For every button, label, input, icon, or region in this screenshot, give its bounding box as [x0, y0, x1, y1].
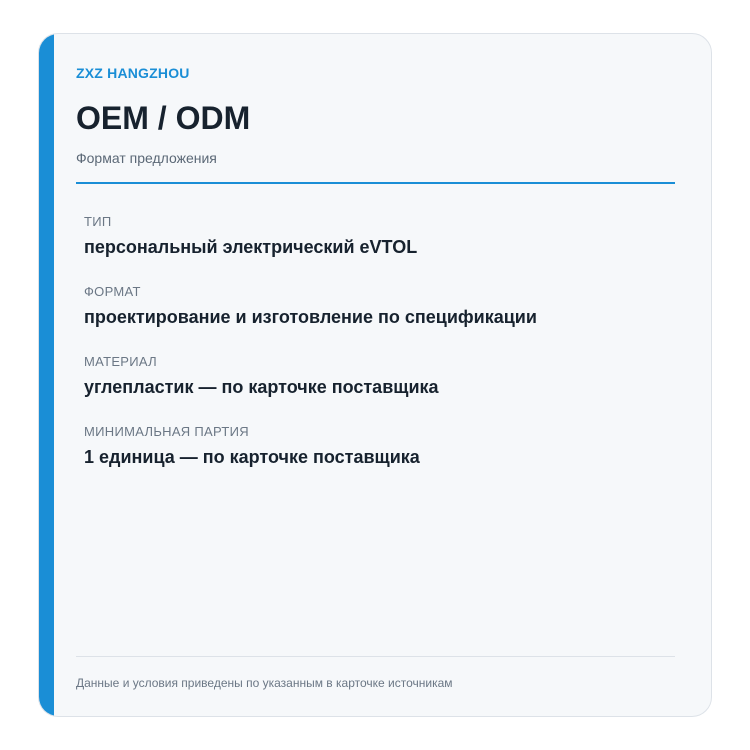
page-title: OEM / ODM: [76, 100, 251, 136]
field-value: 1 единица — по карточке поставщика: [84, 447, 420, 467]
field-value: углепластик — по карточке поставщика: [84, 377, 439, 397]
field-label: ФОРМАТ: [84, 284, 141, 299]
fields-list: [84, 214, 675, 494]
field-min-batch: [84, 424, 675, 494]
card-content: [76, 34, 675, 716]
brand-name: ZXZ HANGZHOU: [76, 65, 190, 81]
offer-card: [38, 33, 712, 717]
page-subtitle: Формат предложения: [76, 150, 217, 166]
header-divider: [76, 182, 675, 184]
footer-note: Данные и условия приведены по указанным в карточке источникам: [76, 676, 453, 690]
field-value: персональный электрический eVTOL: [84, 237, 418, 257]
field-material: [84, 354, 675, 424]
accent-bar: [39, 34, 54, 716]
field-label: МИНИМАЛЬНАЯ ПАРТИЯ: [84, 424, 249, 439]
footer-divider: [76, 656, 675, 657]
field-label: МАТЕРИАЛ: [84, 354, 157, 369]
field-type: [84, 214, 675, 284]
field-format: [84, 284, 675, 354]
field-value: проектирование и изготовление по спецификации: [84, 307, 537, 327]
field-label: ТИП: [84, 214, 112, 229]
